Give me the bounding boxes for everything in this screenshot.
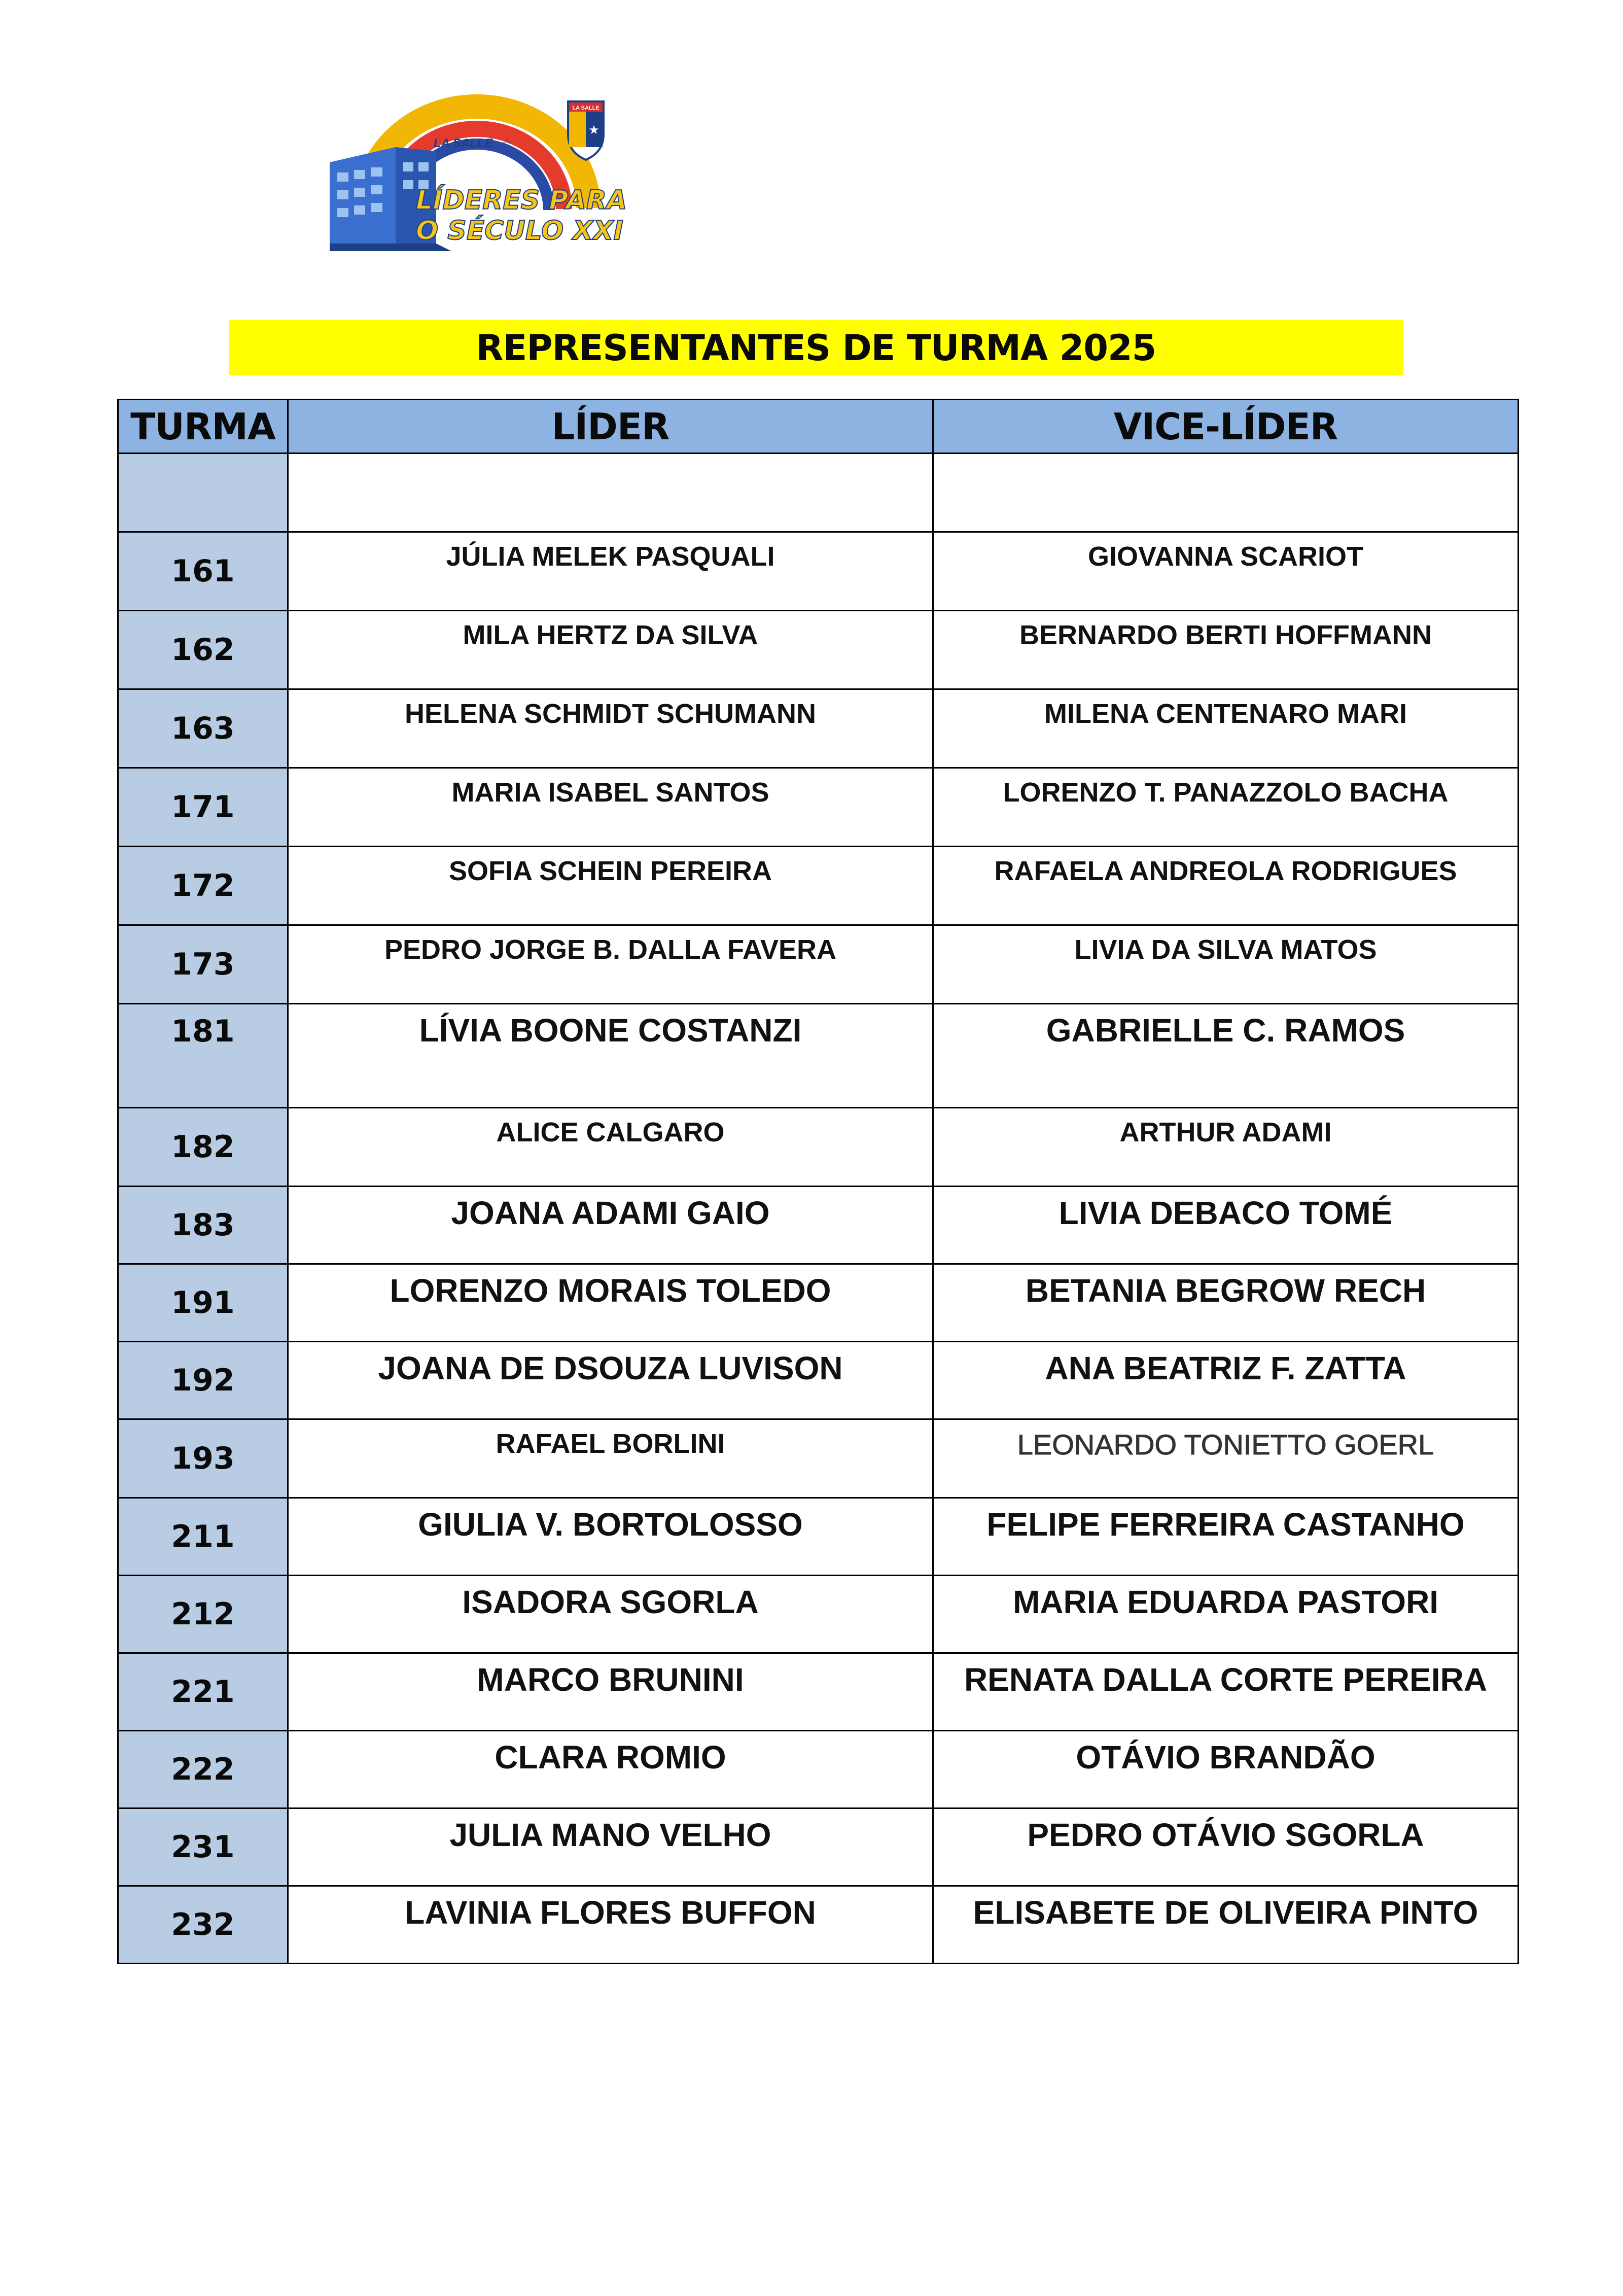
header-turma: TURMA: [118, 400, 288, 454]
vice-cell: OTÁVIO BRANDÃO: [933, 1731, 1519, 1808]
vice-cell: PEDRO OTÁVIO SGORLA: [933, 1808, 1519, 1886]
lider-cell: MARIA ISABEL SANTOS: [288, 768, 933, 847]
vice-cell: ELISABETE DE OLIVEIRA PINTO: [933, 1886, 1519, 1964]
table-row: [118, 1187, 1519, 1264]
turma-cell: 191: [118, 1264, 288, 1342]
lider-cell: CLARA ROMIO: [288, 1731, 933, 1808]
lider-cell: SOFIA SCHEIN PEREIRA: [288, 847, 933, 925]
vice-cell: BERNARDO BERTI HOFFMANN: [933, 611, 1519, 689]
table-row: [118, 1576, 1519, 1653]
vice-cell: [933, 454, 1519, 532]
table-row: [118, 532, 1519, 611]
lider-cell: PEDRO JORGE B. DALLA FAVERA: [288, 925, 933, 1004]
vice-cell: MARIA EDUARDA PASTORI: [933, 1576, 1519, 1653]
turma-cell: 231: [118, 1808, 288, 1886]
table-row: [118, 1419, 1519, 1498]
turma-cell: 171: [118, 768, 288, 847]
turma-cell: 211: [118, 1498, 288, 1576]
table-row: [118, 768, 1519, 847]
vice-cell: GIOVANNA SCARIOT: [933, 532, 1519, 611]
lider-cell: RAFAEL BORLINI: [288, 1419, 933, 1498]
vice-cell: BETANIA BEGROW RECH: [933, 1264, 1519, 1342]
vice-cell: RAFAELA ANDREOLA RODRIGUES: [933, 847, 1519, 925]
table-row: [118, 925, 1519, 1004]
lider-cell: MILA HERTZ DA SILVA: [288, 611, 933, 689]
table-row: [118, 611, 1519, 689]
page-title: REPRESENTANTES DE TURMA 2025: [476, 327, 1156, 369]
turma-cell: 221: [118, 1653, 288, 1731]
turma-cell: 162: [118, 611, 288, 689]
logo-brand: LA SALLE: [434, 136, 493, 150]
turma-cell: 181: [118, 1004, 288, 1108]
turma-cell: 182: [118, 1108, 288, 1187]
vice-cell: ARTHUR ADAMI: [933, 1108, 1519, 1187]
lider-cell: ALICE CALGARO: [288, 1108, 933, 1187]
turma-cell: 222: [118, 1731, 288, 1808]
table-row: [118, 847, 1519, 925]
turma-cell: 192: [118, 1342, 288, 1419]
turma-cell: 232: [118, 1886, 288, 1964]
lider-cell: [288, 454, 933, 532]
lider-cell: JOANA DE DSOUZA LUVISON: [288, 1342, 933, 1419]
star-icon: ☆: [502, 137, 512, 150]
shield-text: LA SALLE: [572, 105, 599, 111]
representatives-table: [117, 399, 1519, 1964]
turma-cell: 193: [118, 1419, 288, 1498]
vice-cell: LORENZO T. PANAZZOLO BACHA: [933, 768, 1519, 847]
table-header-row: [118, 400, 1519, 454]
table-row: [118, 1108, 1519, 1187]
vice-cell: ANA BEATRIZ F. ZATTA: [933, 1342, 1519, 1419]
table-row: [118, 1264, 1519, 1342]
table-row: [118, 1731, 1519, 1808]
logo-line2: O SÉCULO XXI: [416, 216, 623, 246]
lider-cell: LORENZO MORAIS TOLEDO: [288, 1264, 933, 1342]
vice-cell: GABRIELLE C. RAMOS: [933, 1004, 1519, 1108]
turma-cell: [118, 454, 288, 532]
header-vice-lider: VICE-LÍDER: [933, 400, 1519, 454]
table-row: [118, 1808, 1519, 1886]
table-row: [118, 1498, 1519, 1576]
title-banner: [229, 320, 1403, 375]
turma-cell: 212: [118, 1576, 288, 1653]
school-logo: [330, 91, 649, 254]
table-row: [118, 1653, 1519, 1731]
lider-cell: HELENA SCHMIDT SCHUMANN: [288, 689, 933, 768]
vice-cell: RENATA DALLA CORTE PEREIRA: [933, 1653, 1519, 1731]
vice-cell: FELIPE FERREIRA CASTANHO: [933, 1498, 1519, 1576]
header-lider: LÍDER: [288, 400, 933, 454]
table-row: [118, 689, 1519, 768]
shield-icon: [568, 101, 604, 160]
table-row: [118, 1342, 1519, 1419]
table-row: [118, 1004, 1519, 1108]
lider-cell: ISADORA SGORLA: [288, 1576, 933, 1653]
logo-line1: LÍDERES PARA: [416, 185, 627, 216]
lider-cell: JOANA ADAMI GAIO: [288, 1187, 933, 1264]
lider-cell: JÚLIA MELEK PASQUALI: [288, 532, 933, 611]
lider-cell: GIULIA V. BORTOLOSSO: [288, 1498, 933, 1576]
table-row: [118, 1886, 1519, 1964]
turma-cell: 173: [118, 925, 288, 1004]
table-row: [118, 454, 1519, 532]
vice-cell: LIVIA DEBACO TOMÉ: [933, 1187, 1519, 1264]
lider-cell: LAVINIA FLORES BUFFON: [288, 1886, 933, 1964]
vice-cell: LEONARDO TONIETTO GOERL: [933, 1419, 1519, 1498]
vice-cell: MILENA CENTENARO MARI: [933, 689, 1519, 768]
turma-cell: 163: [118, 689, 288, 768]
vice-cell: LIVIA DA SILVA MATOS: [933, 925, 1519, 1004]
turma-cell: 183: [118, 1187, 288, 1264]
turma-cell: 161: [118, 532, 288, 611]
lider-cell: LÍVIA BOONE COSTANZI: [288, 1004, 933, 1108]
lider-cell: MARCO BRUNINI: [288, 1653, 933, 1731]
turma-cell: 172: [118, 847, 288, 925]
lider-cell: JULIA MANO VELHO: [288, 1808, 933, 1886]
svg-text:★: ★: [588, 123, 599, 137]
